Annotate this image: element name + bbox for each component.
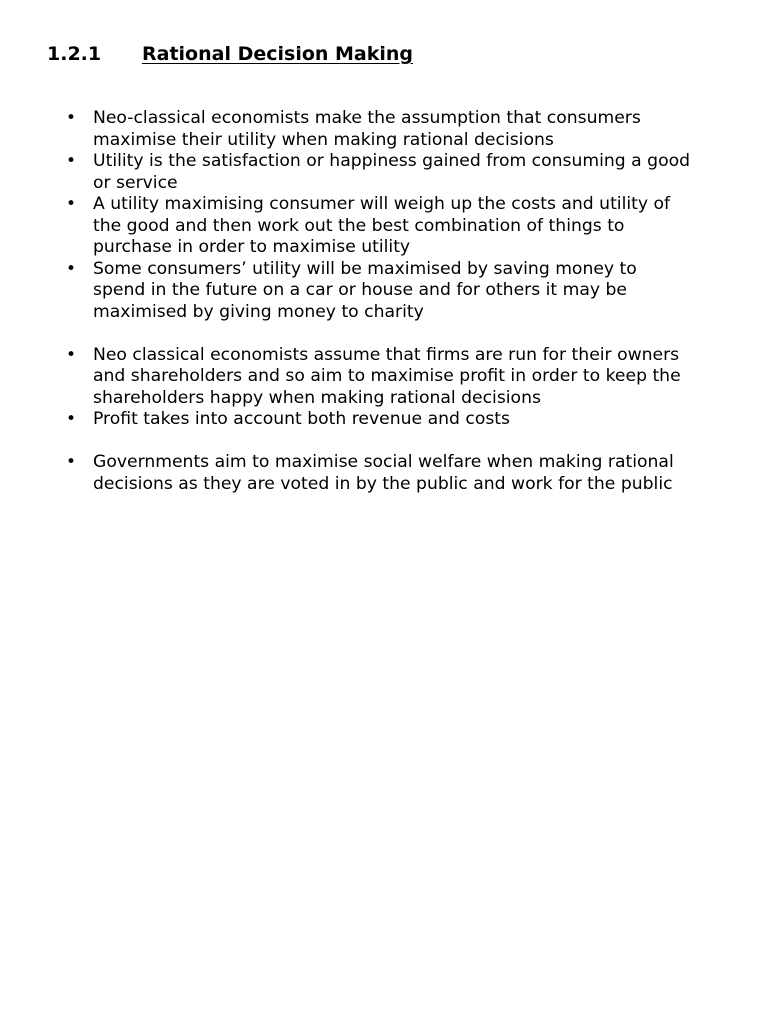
bullet-text-line: Some consumers’ utility will be maximised by saving money to [93,258,637,279]
bullet-item [0,452,768,495]
bullet-text-line: maximise their utility when making rational decisions [93,129,554,150]
bullet-text-line: or service [93,172,178,193]
bullet-item [0,345,768,410]
bullet-text-line: decisions as they are voted in by the public and work for the public [93,473,673,494]
section-title: Rational Decision Making [142,43,414,65]
bullet-text-line: Profit takes into account both revenue and costs [93,409,510,429]
bullet-text-line: maximised by giving money to charity [93,301,424,322]
bullet-icon: • [66,108,77,128]
bullet-icon: • [66,194,77,214]
bullet-icon: • [66,151,77,171]
bullet-group [0,452,768,495]
bullet-text-line: A utility maximising consumer will weigh up the costs and utility of [93,194,671,214]
bullet-item [0,259,768,324]
bullet-text-line: purchase in order to maximise utility [93,237,411,257]
bullet-item [0,409,768,431]
bullet-icon: • [66,409,77,429]
bullet-item [0,151,768,194]
bullet-icon: • [66,258,77,279]
bullet-text-line: spend in the future on a car or house and for others it may be [93,280,628,300]
section-number: 1.2.1 [47,43,102,65]
bullet-text-line: Neo-classical economists make the assumption that consumers [93,108,641,128]
bullet-text-line: Neo classical economists assume that firms are run for their owners [93,344,680,365]
bullet-text-line: the good and then work out the best combination of things to [93,215,625,236]
bullet-group [0,345,768,431]
section-heading [47,41,413,67]
bullet-group [0,108,768,323]
bullet-icon: • [66,344,77,365]
bullet-text-line: Utility is the satisfaction or happiness gained from consuming a good [93,151,691,171]
bullet-item [0,194,768,259]
bullet-icon: • [66,452,77,472]
bullet-text-line: and shareholders and so aim to maximise profit in order to keep the [93,366,681,386]
bullet-text-line: shareholders happy when making rational decisions [93,387,541,408]
bullet-item [0,108,768,151]
bullet-text-line: Governments aim to maximise social welfare when making rational [93,452,674,472]
bullet-list-container [0,108,768,495]
